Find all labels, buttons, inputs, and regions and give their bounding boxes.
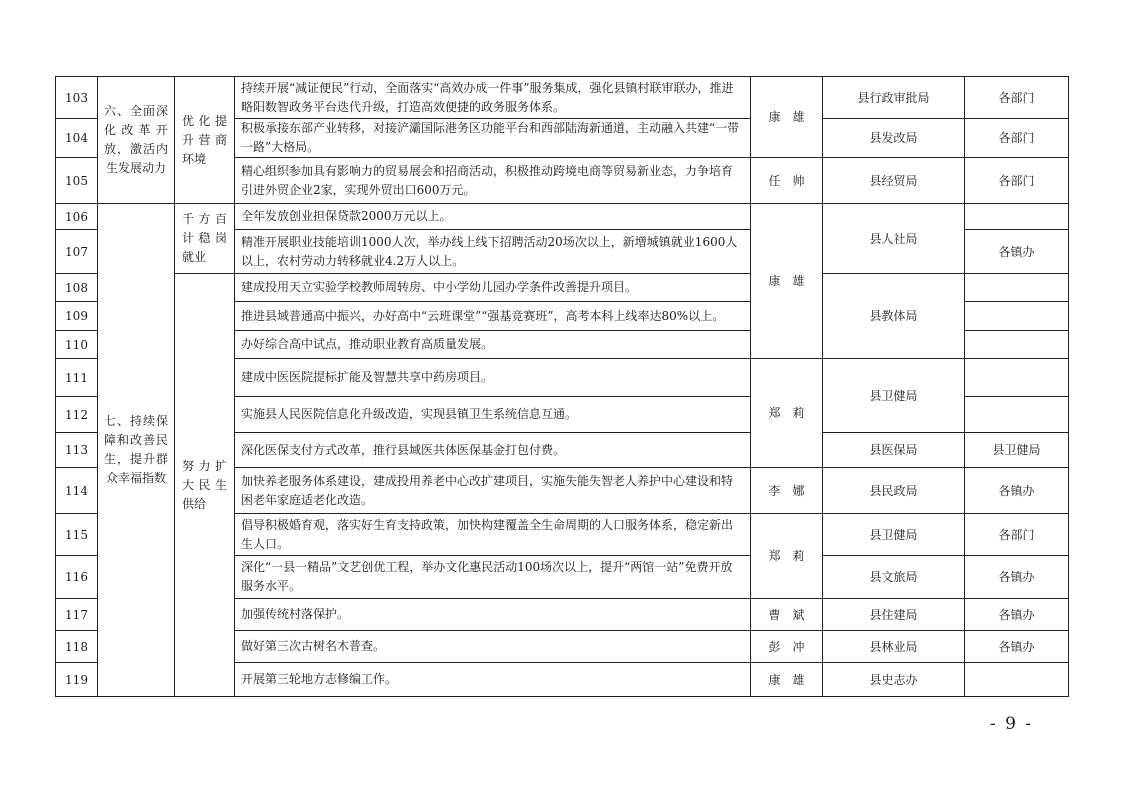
dept-cell: 县民政局: [823, 468, 965, 514]
dept-cell: 县医保局: [823, 433, 965, 468]
assist-cell: 各镇办: [965, 468, 1069, 514]
row-number: 109: [56, 302, 98, 331]
leader-cell: 康 雄: [751, 204, 823, 359]
table-row: [56, 274, 1069, 302]
leader-cell: 任 帅: [751, 158, 823, 204]
assist-cell: 各镇办: [965, 599, 1069, 631]
category-cell: 六、全面深化改革开放，激活内生发展动力: [98, 77, 175, 204]
row-number: 111: [56, 359, 98, 397]
task-cell: 积极承接东部产业转移，对接浐灞国际港务区功能平台和西部陆海新通道，主动融入共建“一带一路”大格局。: [235, 119, 751, 158]
task-cell: 全年发放创业担保贷款2000万元以上。: [235, 204, 751, 230]
dept-cell: 县人社局: [823, 204, 965, 274]
task-cell: 建成投用天立实验学校教师周转房、中小学幼儿园办学条件改善提升项目。: [235, 274, 751, 302]
task-cell: 建成中医医院提标扩能及智慧共享中药房项目。: [235, 359, 751, 397]
dept-cell: 县史志办: [823, 663, 965, 697]
table-row: [56, 204, 1069, 230]
row-number: 115: [56, 514, 98, 556]
task-cell: 做好第三次古树名木普查。: [235, 631, 751, 663]
assist-cell: 县卫健局: [965, 433, 1069, 468]
page-number: - 9 -: [990, 714, 1034, 734]
assist-cell: [965, 663, 1069, 697]
task-cell: 加强传统村落保护。: [235, 599, 751, 631]
row-number: 116: [56, 556, 98, 599]
task-cell: 精准开展职业技能培训1000人次，举办线上线下招聘活动20场次以上，新增城镇就业1600人以上，农村劳动力转移就业4.2万人以上。: [235, 230, 751, 274]
row-number: 119: [56, 663, 98, 697]
row-number: 107: [56, 230, 98, 274]
assist-cell: 各部门: [965, 77, 1069, 119]
assist-cell: 各部门: [965, 514, 1069, 556]
leader-cell: 彭 冲: [751, 631, 823, 663]
table-row: [56, 77, 1069, 119]
leader-cell: 曹 斌: [751, 599, 823, 631]
dept-cell: 县林业局: [823, 631, 965, 663]
category-cell: 七、持续保障和改善民生，提升群众幸福指数: [98, 204, 175, 697]
task-cell: 持续开展“减证便民”行动，全面落实“高效办成一件事”服务集成，强化县镇村联审联办，推进略阳数智政务平台迭代升级，打造高效便捷的政务服务体系。: [235, 77, 751, 119]
row-number: 114: [56, 468, 98, 514]
task-cell: 办好综合高中试点，推动职业教育高质量发展。: [235, 331, 751, 359]
assist-cell: 各部门: [965, 158, 1069, 204]
row-number: 106: [56, 204, 98, 230]
dept-cell: 县住建局: [823, 599, 965, 631]
task-cell: 倡导积极婚育观，落实好生育支持政策，加快构建覆盖全生命周期的人口服务体系，稳定新出生人口。: [235, 514, 751, 556]
subcategory-cell: 优化提升营商环境: [175, 77, 235, 204]
dept-cell: 县经贸局: [823, 158, 965, 204]
task-table: [55, 76, 1069, 697]
row-number: 110: [56, 331, 98, 359]
dept-cell: 县卫健局: [823, 514, 965, 556]
subcategory-cell: 努力扩大民生供给: [175, 274, 235, 697]
assist-cell: [965, 359, 1069, 397]
row-number: 112: [56, 397, 98, 433]
task-cell: 开展第三轮地方志修编工作。: [235, 663, 751, 697]
row-number: 105: [56, 158, 98, 204]
dept-cell: 县卫健局: [823, 359, 965, 433]
assist-cell: [965, 331, 1069, 359]
assist-cell: 各镇办: [965, 230, 1069, 274]
row-number: 103: [56, 77, 98, 119]
row-number: 108: [56, 274, 98, 302]
dept-cell: 县教体局: [823, 274, 965, 359]
row-number: 118: [56, 631, 98, 663]
task-cell: 推进县域普通高中振兴，办好高中“云班课堂”“强基竞赛班”，高考本科上线率达80%以上。: [235, 302, 751, 331]
assist-cell: 各部门: [965, 119, 1069, 158]
leader-cell: 康 雄: [751, 77, 823, 158]
task-cell: 深化医保支付方式改革，推行县域医共体医保基金打包付费。: [235, 433, 751, 468]
row-number: 113: [56, 433, 98, 468]
assist-cell: [965, 204, 1069, 230]
leader-cell: 李 娜: [751, 468, 823, 514]
leader-cell: 郑 莉: [751, 359, 823, 468]
task-cell: 实施县人民医院信息化升级改造，实现县镇卫生系统信息互通。: [235, 397, 751, 433]
row-number: 117: [56, 599, 98, 631]
dept-cell: 县行政审批局: [823, 77, 965, 119]
row-number: 104: [56, 119, 98, 158]
task-cell: 深化“一县一精品”文艺创优工程，举办文化惠民活动100场次以上，提升“两馆一站”免费开放服务水平。: [235, 556, 751, 599]
assist-cell: [965, 397, 1069, 433]
leader-cell: 郑 莉: [751, 514, 823, 599]
assist-cell: 各镇办: [965, 631, 1069, 663]
task-cell: 精心组织参加具有影响力的贸易展会和招商活动，积极推动跨境电商等贸易新业态，力争培育引进外贸企业2家，实现外贸出口600万元。: [235, 158, 751, 204]
dept-cell: 县文旅局: [823, 556, 965, 599]
task-cell: 加快养老服务体系建设，建成投用养老中心改扩建项目，实施失能失智老人养护中心建设和特困老年家庭适老化改造。: [235, 468, 751, 514]
assist-cell: [965, 274, 1069, 302]
assist-cell: 各镇办: [965, 556, 1069, 599]
leader-cell: 康 雄: [751, 663, 823, 697]
subcategory-cell: 千方百计稳岗就业: [175, 204, 235, 274]
dept-cell: 县发改局: [823, 119, 965, 158]
assist-cell: [965, 302, 1069, 331]
